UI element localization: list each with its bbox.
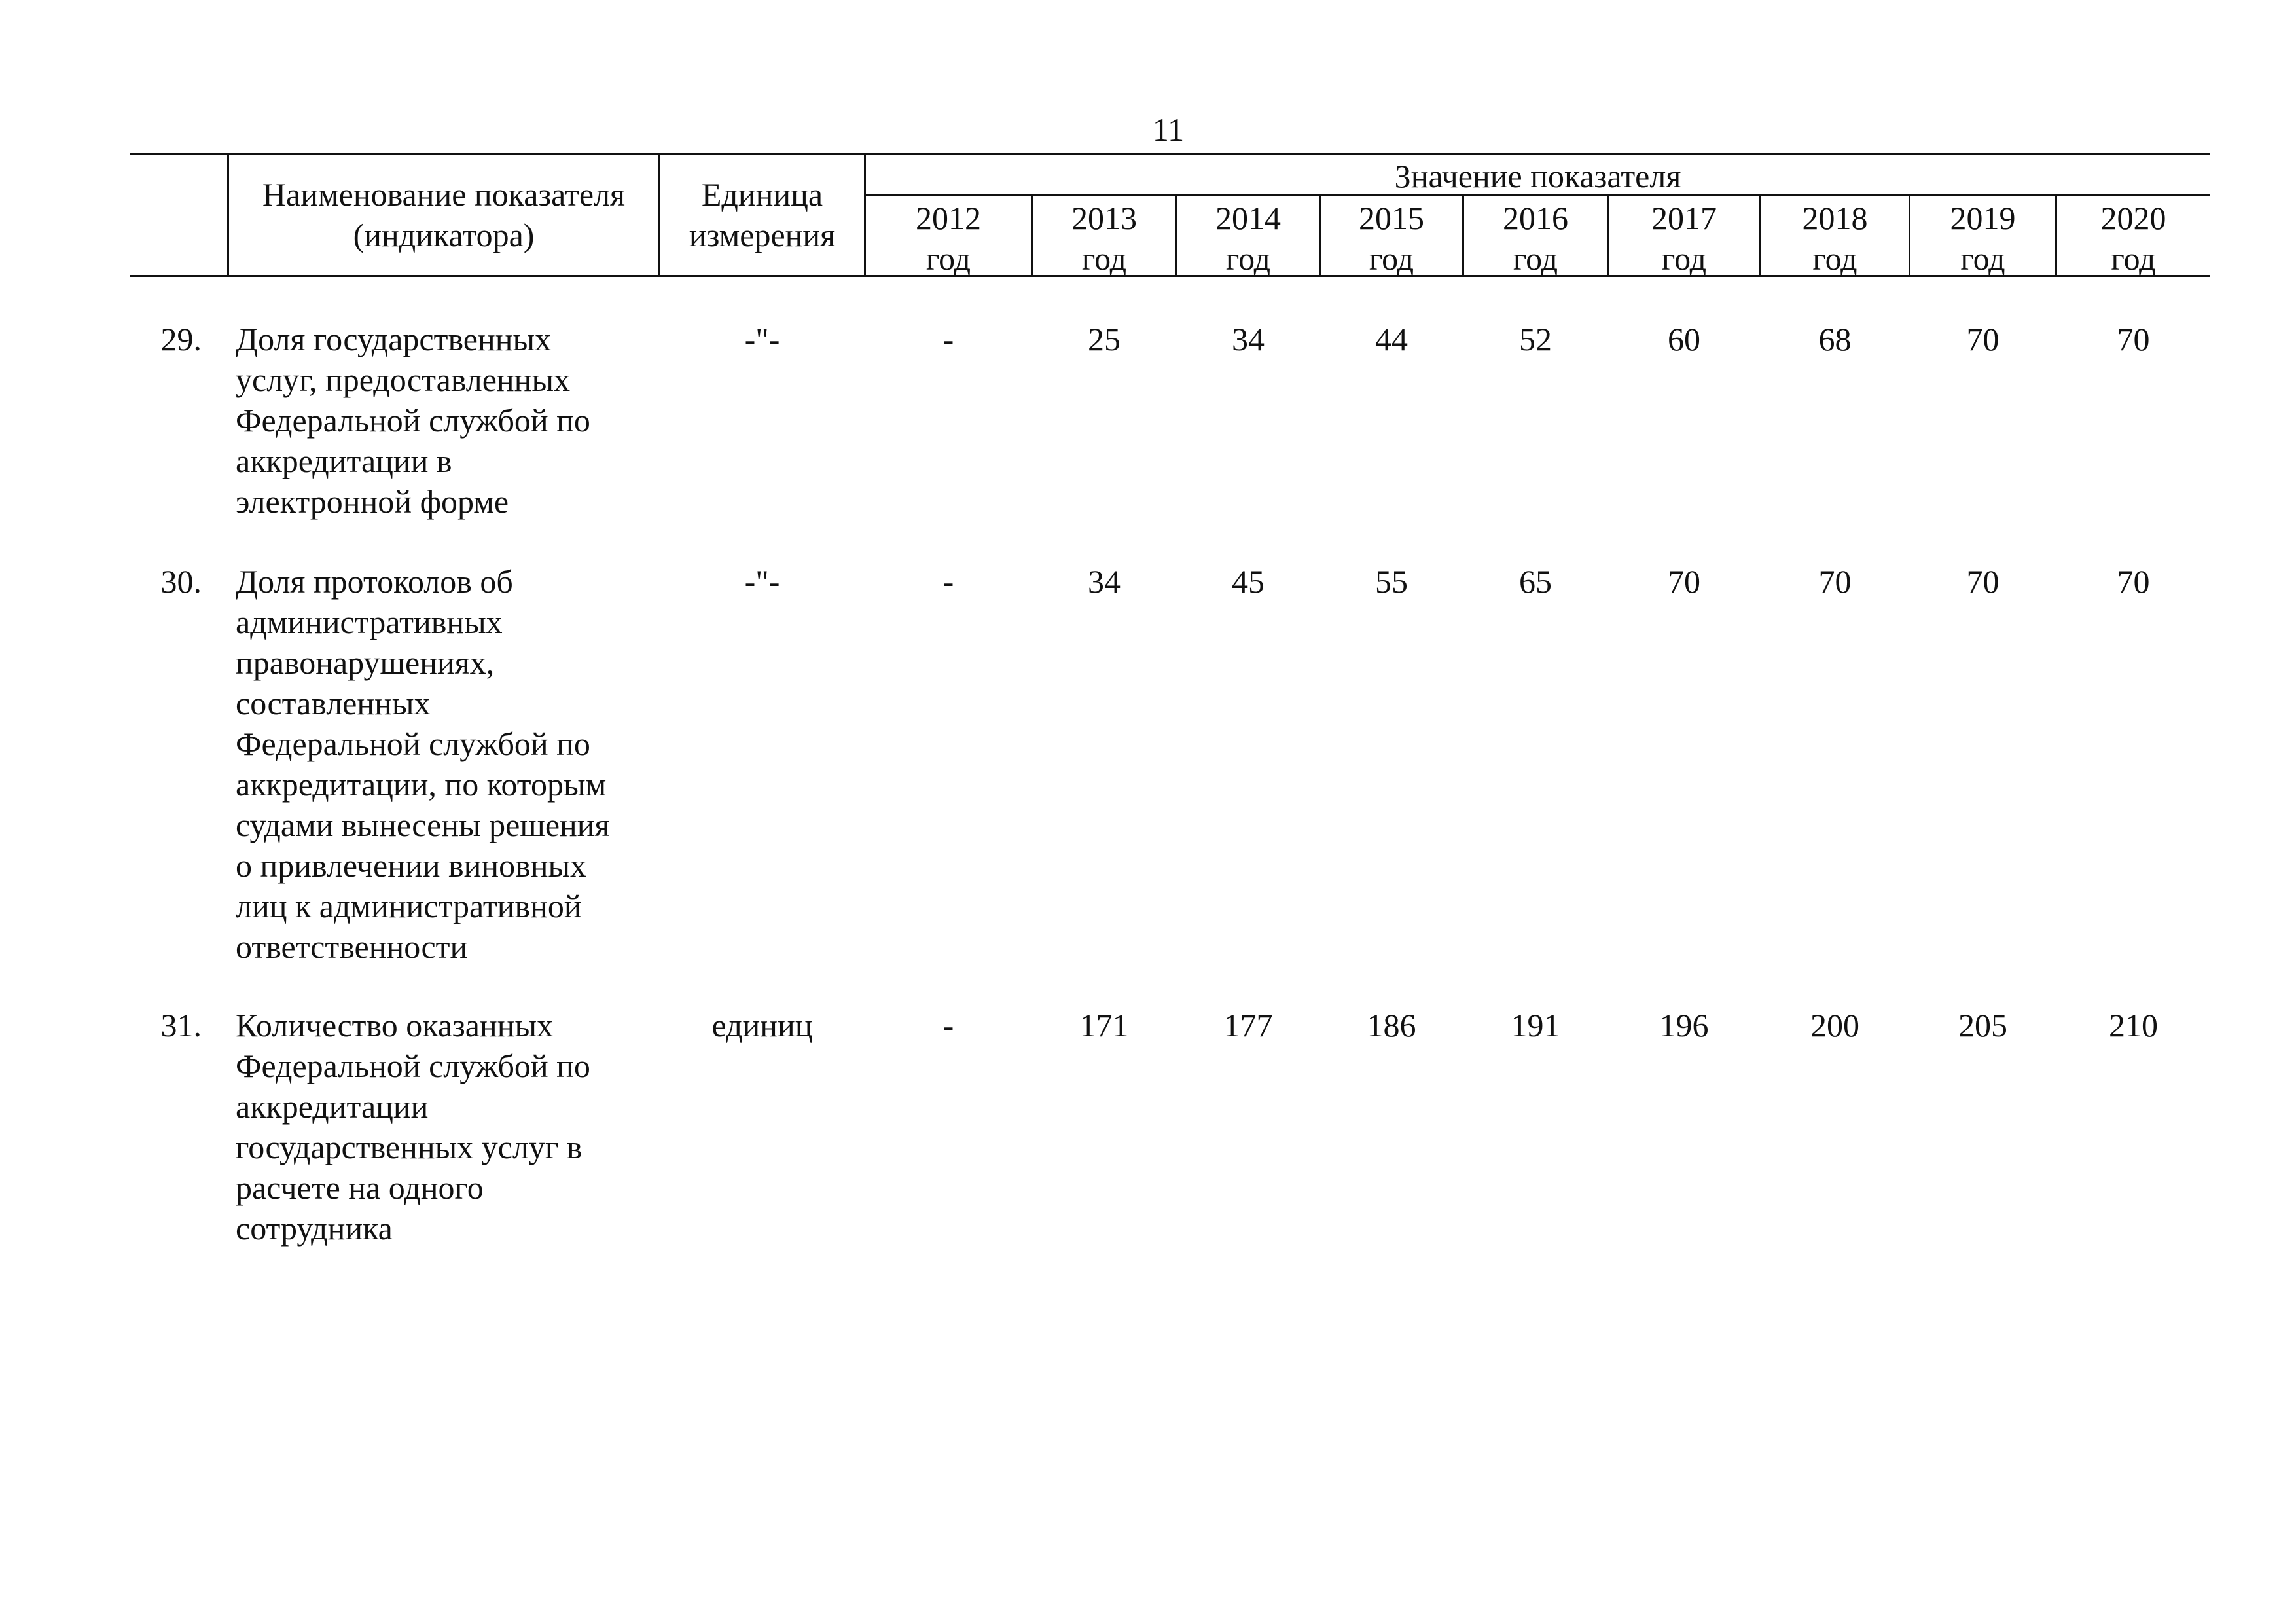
row-value-2013: 171 <box>1079 1007 1129 1044</box>
row-value-2014: 45 <box>1232 563 1265 600</box>
row-value-2014: 177 <box>1223 1007 1273 1044</box>
row-value-2016: 191 <box>1511 1007 1560 1044</box>
row-value-2020: 210 <box>2109 1007 2158 1044</box>
header-year-2015: 2015 год <box>1359 200 1424 277</box>
row-value-2016: 65 <box>1519 563 1552 600</box>
header-indicator-name: Наименование показателя (индикатора) <box>262 176 626 253</box>
row-number: 29. <box>160 321 202 357</box>
row-indicator-name: Доля протоколов об административных правонарушениях, составленных Федеральной службой по аккредитации, по которым судами вынесены решения о привлечении виновных лиц к административной ответственности <box>236 563 610 965</box>
page-number: 11 <box>1152 111 1185 148</box>
row-value-2012: - <box>942 563 954 600</box>
row-indicator-name: Количество оказанных Федеральной службой по аккредитации государственных услуг в расчете на одного сотрудника <box>236 1007 590 1247</box>
row-value-2013: 34 <box>1088 563 1121 600</box>
row-number: 30. <box>160 563 202 600</box>
row-value-2018: 68 <box>1818 321 1852 357</box>
row-value-2012: - <box>942 1007 954 1044</box>
row-unit: -"- <box>744 563 780 600</box>
row-value-2015: 186 <box>1367 1007 1416 1044</box>
row-value-2015: 55 <box>1375 563 1408 600</box>
row-value-2014: 34 <box>1232 321 1265 357</box>
row-value-2018: 200 <box>1810 1007 1859 1044</box>
header-unit: Единица измерения <box>689 176 836 253</box>
row-value-2020: 70 <box>2117 321 2150 357</box>
header-year-2018: 2018 год <box>1802 200 1868 277</box>
header-year-2014: 2014 год <box>1215 200 1281 277</box>
header-year-2020: 2020 год <box>2100 200 2166 277</box>
header-year-2012: 2012 год <box>916 200 981 277</box>
row-value-2020: 70 <box>2117 563 2150 600</box>
row-value-2016: 52 <box>1519 321 1552 357</box>
row-unit: единиц <box>711 1007 813 1044</box>
header-year-2016: 2016 год <box>1503 200 1568 277</box>
row-value-2013: 25 <box>1088 321 1121 357</box>
header-year-2019: 2019 год <box>1950 200 2016 277</box>
row-value-2017: 196 <box>1659 1007 1709 1044</box>
row-indicator-name: Доля государственных услуг, предоставленных Федеральной службой по аккредитации в электронной форме <box>236 321 590 520</box>
row-value-2019: 205 <box>1958 1007 2007 1044</box>
row-value-2018: 70 <box>1818 563 1852 600</box>
row-value-2017: 70 <box>1668 563 1700 600</box>
row-value-2015: 44 <box>1375 321 1408 357</box>
row-value-2019: 70 <box>1966 321 2000 357</box>
row-value-2012: - <box>942 321 954 357</box>
header-year-2017: 2017 год <box>1651 200 1717 277</box>
header-year-2013: 2013 год <box>1071 200 1137 277</box>
table-top-rule <box>130 153 2210 155</box>
row-value-2019: 70 <box>1966 563 2000 600</box>
row-number: 31. <box>160 1007 202 1044</box>
row-value-2017: 60 <box>1668 321 1700 357</box>
row-unit: -"- <box>744 321 780 357</box>
header-value-group: Значение показателя <box>1394 158 1681 194</box>
